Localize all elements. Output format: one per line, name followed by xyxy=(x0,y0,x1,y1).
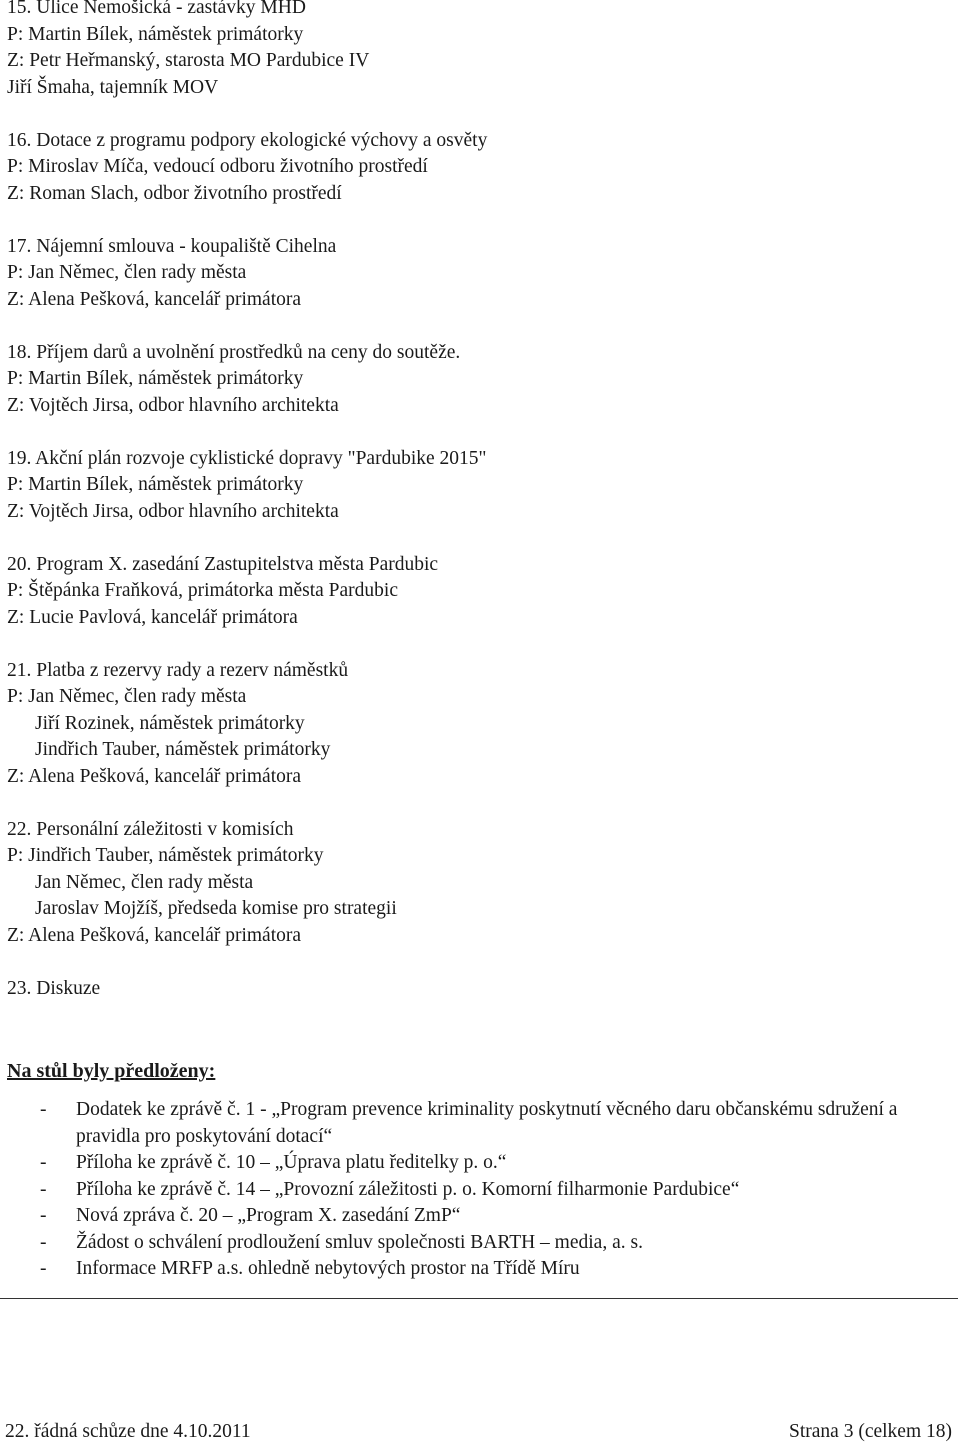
tabled-document-text: Žádost o schválení prodloužení smluv společnosti BARTH – media, a. s. xyxy=(76,1231,643,1253)
footer-page-number: Strana 3 (celkem 18) xyxy=(789,1421,952,1442)
tabled-documents-list xyxy=(7,1097,952,1283)
tabled-document-item xyxy=(7,1177,952,1204)
agenda-item-line: Z: Alena Pešková, kancelář primátora xyxy=(7,765,302,787)
agenda xyxy=(7,0,947,1029)
footer-meeting-date: 22. řádná schůze dne 4.10.2011 xyxy=(5,1421,251,1442)
agenda-item-line: Jiří Šmaha, tajemník MOV xyxy=(7,76,219,98)
tabled-document-item xyxy=(7,1150,952,1177)
agenda-item xyxy=(7,234,947,314)
agenda-item-line: P: Miroslav Míča, vedoucí odboru životního prostředí xyxy=(7,156,428,177)
tabled-document-item xyxy=(7,1097,952,1150)
tabled-document-text: Informace MRFP a.s. ohledně nebytových prostor na Třídě Míru xyxy=(76,1258,580,1279)
agenda-item-line: Z: Alena Pešková, kancelář primátora xyxy=(7,288,302,310)
tabled-document-text: Příloha ke zprávě č. 14 – „Provozní záležitosti p. o. Komorní filharmonie Pardubice“ xyxy=(76,1178,740,1200)
footer-divider xyxy=(0,1298,958,1299)
tabled-document-text: Příloha ke zprávě č. 10 – „Úprava platu ředitelky p. o.“ xyxy=(76,1152,507,1173)
agenda-item-line: Z: Roman Slach, odbor životního prostředí xyxy=(7,182,342,204)
agenda-item-line: Jindřich Tauber, náměstek primátorky xyxy=(35,739,331,760)
agenda-item-title: 22. Personální záležitosti v komisích xyxy=(7,818,294,840)
agenda-item xyxy=(7,552,947,632)
list-dash: - xyxy=(40,1231,47,1253)
agenda-item xyxy=(7,128,947,208)
agenda-item-title: 15. Ulice Nemošická - zastávky MHD xyxy=(7,0,306,18)
tabled-document-item xyxy=(7,1203,952,1230)
agenda-item-title: 18. Příjem darů a uvolnění prostředků na ceny do soutěže. xyxy=(7,341,461,363)
agenda-item-line: Z: Vojtěch Jirsa, odbor hlavního architekta xyxy=(7,500,339,522)
agenda-item xyxy=(7,817,947,950)
agenda-item-line: P: Štěpánka Fraňková, primátorka města Pardubic xyxy=(7,580,398,601)
list-dash: - xyxy=(40,1258,47,1279)
agenda-item xyxy=(7,658,947,791)
agenda-item-title: 19. Akční plán rozvoje cyklistické dopravy "Pardubike 2015" xyxy=(7,447,487,469)
agenda-item-line: Jiří Rozinek, náměstek primátorky xyxy=(35,712,305,734)
tabled-documents-section xyxy=(7,1058,952,1283)
agenda-item-line: P: Martin Bílek, náměstek primátorky xyxy=(7,368,304,389)
agenda-item-line: P: Martin Bílek, náměstek primátorky xyxy=(7,23,304,45)
agenda-item-line: Z: Vojtěch Jirsa, odbor hlavního architekta xyxy=(7,394,339,416)
list-dash: - xyxy=(40,1178,47,1200)
agenda-item-line: P: Jindřich Tauber, náměstek primátorky xyxy=(7,845,324,866)
tabled-document-item xyxy=(7,1230,952,1257)
agenda-item xyxy=(7,976,947,1003)
agenda-item-line: Jaroslav Mojžíš, předseda komise pro strategii xyxy=(35,898,397,919)
tabled-documents-heading: Na stůl byly předloženy: xyxy=(7,1060,216,1082)
list-dash: - xyxy=(40,1152,47,1173)
agenda-item-title: 20. Program X. zasedání Zastupitelstva města Pardubic xyxy=(7,553,439,575)
agenda-item xyxy=(7,340,947,420)
agenda-item xyxy=(7,446,947,526)
list-dash: - xyxy=(40,1205,47,1226)
tabled-document-item xyxy=(7,1256,952,1283)
tabled-document-text: Dodatek ke zprávě č. 1 - „Program prevence kriminality poskytnutí věcného daru občanskému sdružení a pravidla pro poskytování dotací“ xyxy=(76,1099,898,1147)
agenda-item-line: P: Jan Němec, člen rady města xyxy=(7,686,247,707)
list-dash: - xyxy=(40,1099,47,1120)
agenda-item-line: P: Jan Němec, člen rady města xyxy=(7,262,247,283)
agenda-item-title: 21. Platba z rezervy rady a rezerv náměstků xyxy=(7,659,349,681)
agenda-item-line: Jan Němec, člen rady města xyxy=(35,871,254,893)
tabled-document-text: Nová zpráva č. 20 – „Program X. zasedání ZmP“ xyxy=(76,1205,461,1226)
agenda-item-line: P: Martin Bílek, náměstek primátorky xyxy=(7,474,304,495)
agenda-item xyxy=(7,0,947,101)
agenda-item-title: 17. Nájemní smlouva - koupaliště Cihelna xyxy=(7,235,337,257)
agenda-item-line: Z: Lucie Pavlová, kancelář primátora xyxy=(7,606,298,628)
agenda-item-title: 16. Dotace z programu podpory ekologické výchovy a osvěty xyxy=(7,129,488,151)
agenda-item-title: 23. Diskuze xyxy=(7,977,101,999)
agenda-item-line: Z: Alena Pešková, kancelář primátora xyxy=(7,924,302,946)
agenda-item-line: Z: Petr Heřmanský, starosta MO Pardubice IV xyxy=(7,50,370,71)
